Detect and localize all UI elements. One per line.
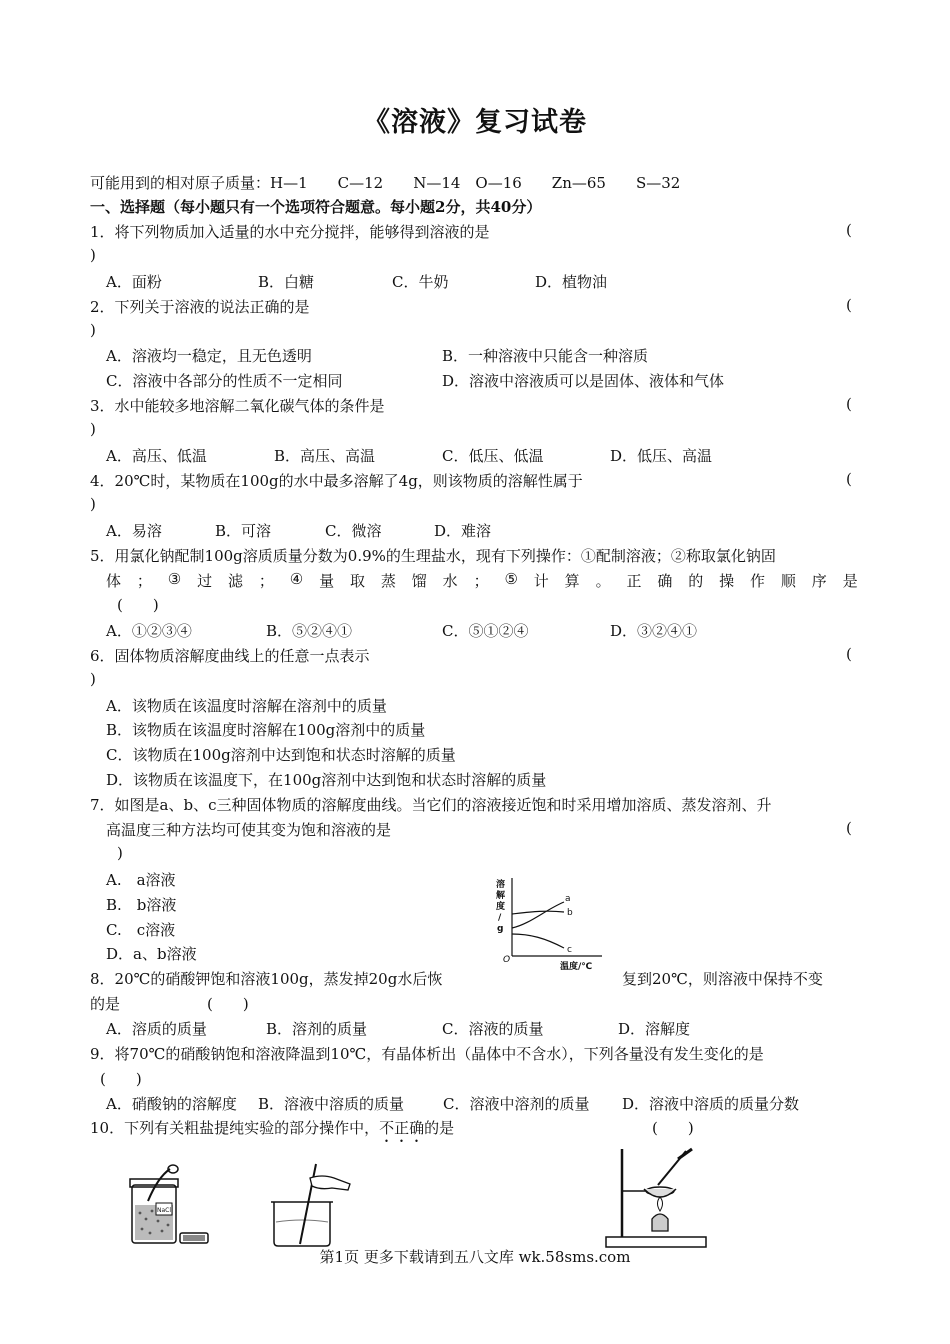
q5-option-d: D．③②④① <box>610 622 698 640</box>
origin-label: O <box>503 955 511 965</box>
evaporating-dish <box>644 1189 676 1197</box>
q5-option-c: C．⑤①②④ <box>442 622 529 640</box>
q3-option-a: A．高压、低温 <box>106 447 207 465</box>
q10-stem: 10．下列有关粗盐提纯实验的部分操作中，不正确的是 <box>90 1119 455 1137</box>
q9-option-b: B．溶液中溶质的质量 <box>258 1095 405 1113</box>
solubility-curve-figure <box>490 872 620 972</box>
beaker <box>274 1202 330 1246</box>
q7-option-b: B. b溶液 <box>106 896 177 914</box>
q1-option-b: B．白糖 <box>258 273 315 291</box>
q6-option-d: D．该物质在该温度下，在100g溶剂中达到饱和状态时溶解的质量 <box>106 771 547 789</box>
q5-stem-line1: 5．用氯化钠配制100g溶质质量分数为0.9%的生理盐水，现有下列操作：①配制溶液；②称取氯化钠固 <box>90 547 776 565</box>
q4-option-c: C．微溶 <box>325 522 382 540</box>
q6-option-a: A．该物质在该温度时溶解在溶剂中的质量 <box>106 697 387 715</box>
q10-emphasis: 不正确 <box>379 1119 425 1137</box>
q1-paren-open: ( <box>846 221 852 239</box>
q9-answer-parens: ( ) <box>100 1070 142 1088</box>
q4-option-d: D．难溶 <box>434 522 492 540</box>
x-axis-label: 温度/℃ <box>560 962 593 972</box>
y-label-char: 解 <box>496 891 506 901</box>
atomic-mass-line: 可能用到的相对原子质量：H—1 C—12 N—14 O—16 Zn—65 S—32 <box>90 174 681 192</box>
y-label-char: / <box>498 913 502 923</box>
q4-option-b: B．可溶 <box>215 522 272 540</box>
q1-option-a: A．面粉 <box>106 273 162 291</box>
y-label-char: g <box>497 924 504 934</box>
flame <box>658 1197 663 1211</box>
section-heading: 一、选择题（每小题只有一个选项符合题意。每小题2分，共40分） <box>90 198 542 216</box>
q1-stem: 1．将下列物质加入适量的水中充分搅拌，能够得到溶液的是 <box>90 223 490 241</box>
q7-paren-open: ( <box>846 819 852 837</box>
q7-paren-close: ) <box>117 844 123 862</box>
q3-option-d: D．低压、高温 <box>610 447 713 465</box>
q2-option-c: C．溶液中各部分的性质不一定相同 <box>106 372 343 390</box>
alcohol-lamp <box>652 1214 668 1231</box>
curve-a <box>512 902 564 928</box>
q4-paren-close: ) <box>90 495 96 513</box>
evaporation-setup-figure <box>600 1145 715 1250</box>
q8-option-c: C．溶液的质量 <box>442 1020 544 1038</box>
q3-option-b: B．高压、高温 <box>274 447 376 465</box>
q9-option-c: C．溶液中溶剂的质量 <box>443 1095 590 1113</box>
q2-paren-close: ) <box>90 321 96 339</box>
q10-answer-parens: ( ) <box>652 1119 694 1137</box>
q7-option-d: D．a、b溶液 <box>106 945 197 963</box>
q6-option-c: C．该物质在100g溶剂中达到饱和状态时溶解的质量 <box>106 746 456 764</box>
q4-paren-open: ( <box>846 470 852 488</box>
q9-option-a: A．硝酸钠的溶解度 <box>106 1095 237 1113</box>
hand <box>310 1176 350 1190</box>
q9-option-d: D．溶液中溶质的质量分数 <box>622 1095 800 1113</box>
q1-option-d: D．植物油 <box>535 273 608 291</box>
q3-paren-close: ) <box>90 420 96 438</box>
q5-answer-parens: ( ) <box>117 596 159 614</box>
q3-option-c: C．低压、低温 <box>442 447 544 465</box>
q8-stem-part2: 复到20℃，则溶液中保持不变 <box>622 970 823 988</box>
q8-option-a: A．溶质的质量 <box>106 1020 207 1038</box>
jar-mouth <box>130 1179 178 1187</box>
q6-paren-close: ) <box>90 670 96 688</box>
q2-option-b: B．一种溶液中只能含一种溶质 <box>442 347 649 365</box>
q8-option-d: D．溶解度 <box>618 1020 691 1038</box>
glass-rod <box>300 1164 316 1244</box>
q3-stem: 3．水中能较多地溶解二氧化碳气体的条件是 <box>90 397 385 415</box>
q8-answer-parens: ( ) <box>207 995 249 1013</box>
q8-stem-part1: 8．20℃的硝酸钾饱和溶液100g，蒸发掉20g水后恢 <box>90 970 443 988</box>
q1-option-c: C．牛奶 <box>392 273 449 291</box>
q8-stem-line2: 的是 <box>90 995 121 1013</box>
stopper-fill <box>183 1235 205 1241</box>
q7-stem-line1: 7．如图是a、b、c三种固体物质的溶解度曲线。当它们的溶液接近饱和时采用增加溶质、蒸发溶剂、升 <box>90 796 772 814</box>
q5-option-b: B．⑤②④① <box>266 622 353 640</box>
q3-paren-open: ( <box>846 395 852 413</box>
y-label-char: 溶 <box>496 880 506 890</box>
salt-jar-figure <box>128 1163 213 1248</box>
y-label-char: 度 <box>496 902 506 912</box>
q9-stem: 9．将70℃的硝酸钠饱和溶液降温到10℃，有晶体析出（晶体中不含水），下列各量没有发生变化的是 <box>90 1045 764 1063</box>
liquid-surface <box>276 1220 328 1222</box>
curve-label-a: a <box>565 894 571 904</box>
curve-c <box>512 934 564 948</box>
q2-option-a: A．溶液均一稳定，且无色透明 <box>106 347 312 365</box>
q5-option-a: A．①②③④ <box>106 622 192 640</box>
q4-option-a: A．易溶 <box>106 522 162 540</box>
curve-label-b: b <box>567 908 573 918</box>
q6-paren-open: ( <box>846 645 852 663</box>
rod-holder <box>678 1149 692 1159</box>
nacl-label: NaCl <box>157 1207 172 1214</box>
beaker-stirring-figure <box>270 1160 355 1248</box>
q6-option-b: B．该物质在该温度时溶解在100g溶剂中的质量 <box>106 721 426 739</box>
q5-stem-line2: 体 ； ③ 过 滤 ； ④ 量 取 蒸 馏 水 ； ⑤ 计 算 。 正 确 的 操 作 顺 序 是 <box>106 570 858 590</box>
curve-label-c: c <box>567 945 572 955</box>
q4-stem: 4．20℃时，某物质在100g的水中最多溶解了4g，则该物质的溶解性属于 <box>90 472 583 490</box>
q8-option-b: B．溶剂的质量 <box>266 1020 368 1038</box>
q7-option-c: C. c溶液 <box>106 921 176 939</box>
q2-paren-open: ( <box>846 296 852 314</box>
q7-stem-line2: 高温度三种方法均可使其变为饱和溶液的是 <box>106 821 392 839</box>
q7-option-a: A. a溶液 <box>106 871 176 889</box>
page-footer: 第1页 更多下载请到五八文库 wk.58sms.com <box>319 1248 631 1266</box>
curve-b <box>512 911 564 914</box>
q6-stem: 6．固体物质溶解度曲线上的任意一点表示 <box>90 647 370 665</box>
q1-paren-close: ) <box>90 246 96 264</box>
page-title: 《溶液》复习试卷 <box>363 107 587 138</box>
q2-stem: 2．下列关于溶液的说法正确的是 <box>90 298 310 316</box>
q2-option-d: D．溶液中溶液质可以是固体、液体和气体 <box>442 372 725 390</box>
